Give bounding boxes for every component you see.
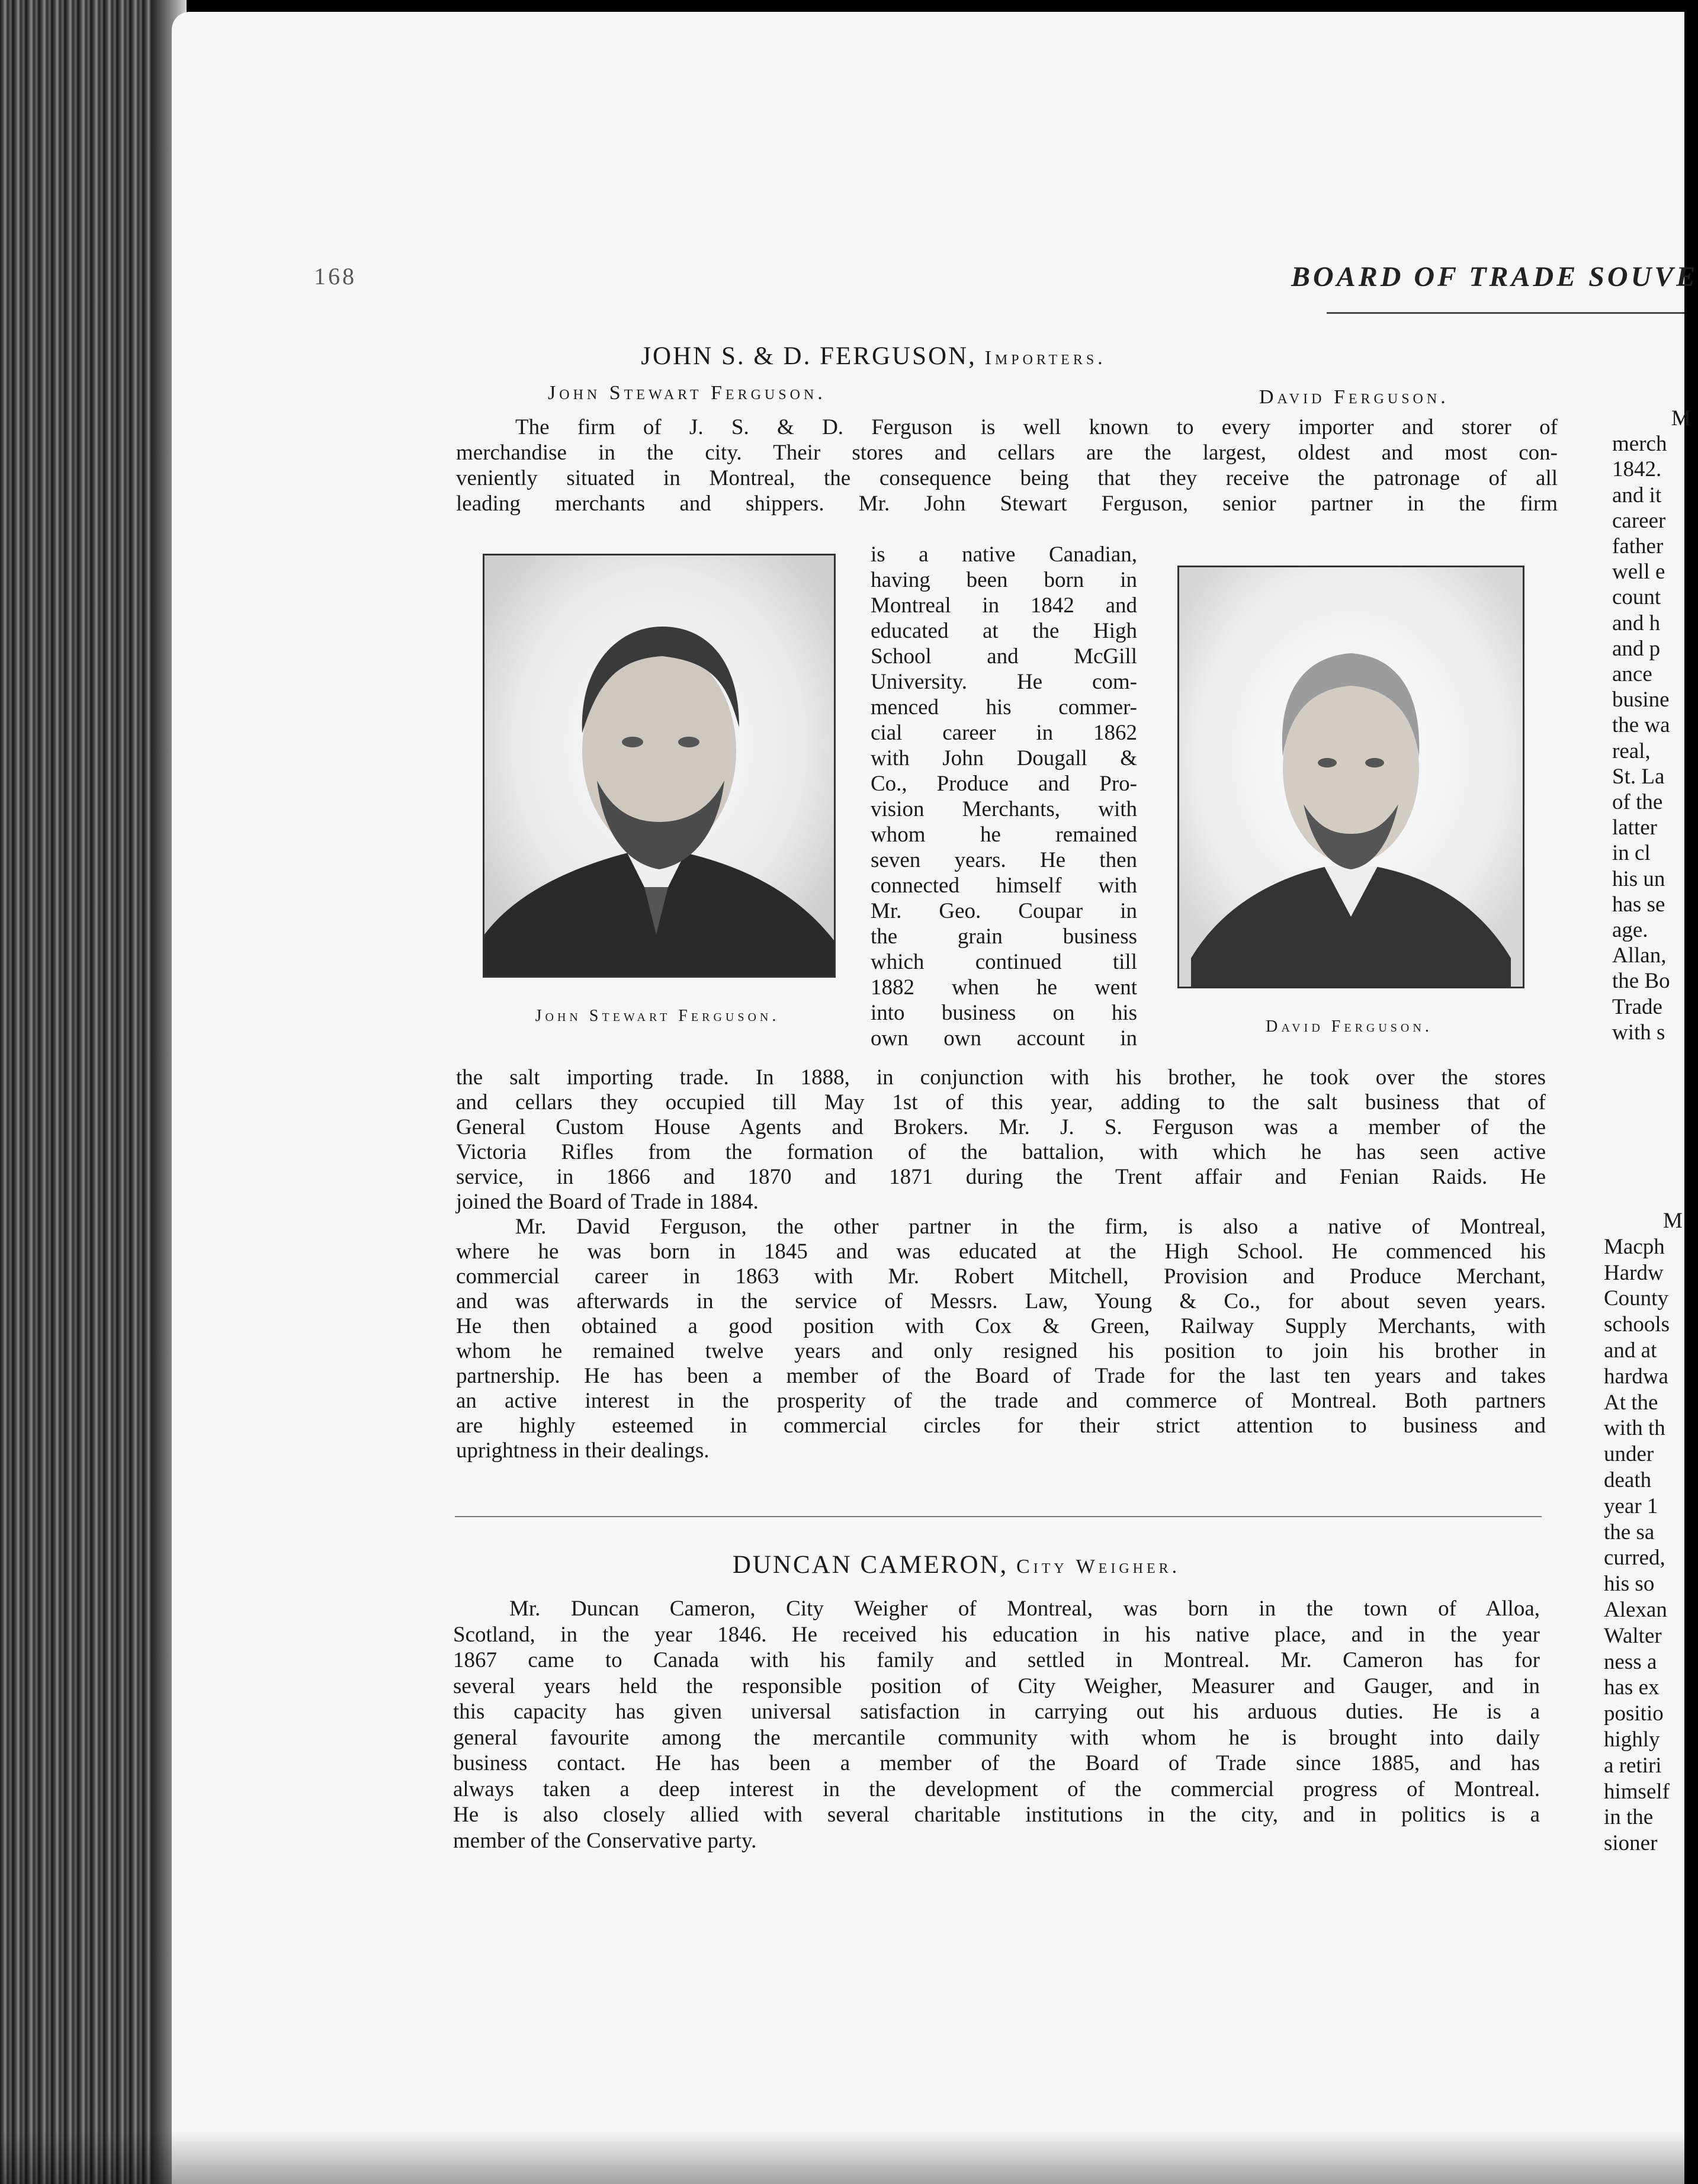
text-line: 1867 came to Canada with his family and settled in Montreal. Mr. Cameron has for (453, 1648, 1540, 1672)
caption-john-stewart-ferguson: John Stewart Ferguson. (535, 1007, 780, 1025)
text-line: well e (1612, 560, 1665, 584)
section-title-ferguson (453, 342, 1294, 371)
text-line: 1882 when he went (871, 975, 1137, 1000)
text-line: hardwa (1604, 1364, 1668, 1389)
text-line: with John Dougall & (871, 746, 1137, 770)
text-line: Mr. Duncan Cameron, City Weigher of Montreal, was born in the town of Alloa, (509, 1597, 1540, 1621)
subhead-john-stewart-ferguson: John Stewart Ferguson. (548, 382, 826, 404)
text-line: which continued till (871, 950, 1137, 974)
text-line: merch (1612, 432, 1667, 457)
text-line: Walter (1604, 1623, 1662, 1648)
text-line: count (1612, 585, 1661, 610)
text-line: year 1 (1604, 1494, 1658, 1518)
section-title-sub: Importers. (984, 347, 1106, 369)
text-line: always taken a deep interest in the development of the commercial progress of Montreal. (453, 1777, 1540, 1801)
text-line: menced his commer- (871, 695, 1137, 720)
text-line: business contact. He has been a member of the Board of Trade since 1885, and has (453, 1751, 1540, 1775)
text-line: County (1604, 1286, 1668, 1311)
text-line: Alexan (1604, 1598, 1667, 1622)
text-line: M (1663, 1209, 1683, 1233)
running-head: BOARD OF TRADE SOUVE (1291, 261, 1698, 293)
text-line: Trade (1612, 994, 1662, 1019)
text-line: curred, (1604, 1546, 1665, 1570)
text-line: several years held the responsible position of City Weigher, Measurer and Gauger, and in (453, 1674, 1540, 1698)
text-line: He then obtained a good position with Cox & Green, Railway Supply Merchants, with (456, 1314, 1546, 1338)
section-title-sub: City Weigher. (1016, 1556, 1181, 1578)
text-line: uprightness in their dealings. (456, 1438, 710, 1463)
text-line: ance (1612, 662, 1652, 686)
text-line: and at (1604, 1338, 1657, 1363)
text-line: M (1671, 406, 1691, 431)
text-line: connected himself with (871, 873, 1137, 898)
text-line: the sa (1604, 1520, 1655, 1544)
section-divider (455, 1516, 1542, 1517)
text-line: whom he remained (871, 823, 1137, 847)
text-line: own own account in (871, 1026, 1137, 1051)
text-line: School and McGill (871, 644, 1137, 669)
text-line: into business on his (871, 1001, 1137, 1025)
section-title-main: JOHN S. & D. FERGUSON, (641, 342, 977, 370)
text-line: commercial career in 1863 with Mr. Robert Mitchell, Provision and Produce Merchant, (456, 1264, 1546, 1289)
text-line: and it (1612, 483, 1662, 508)
section-title-main: DUNCAN CAMERON, (732, 1551, 1009, 1579)
text-line: himself (1604, 1779, 1670, 1804)
text-line: cial career in 1862 (871, 721, 1137, 745)
section-title-cameron (453, 1550, 1460, 1579)
text-line: and was afterwards in the service of Messrs. Law, Young & Co., for about seven years. (456, 1289, 1546, 1313)
text-line: Co., Produce and Pro- (871, 772, 1137, 796)
text-line: and p (1612, 636, 1661, 661)
text-line: General Custom House Agents and Brokers. Mr. J. S. Ferguson was a member of the (456, 1115, 1546, 1139)
text-line: the salt importing trade. In 1888, in conjunction with his brother, he took over the stores (456, 1065, 1546, 1090)
text-line: of the (1612, 790, 1663, 814)
text-line: having been born in (871, 568, 1137, 592)
portrait-image (484, 555, 834, 976)
text-line: University. He com- (871, 670, 1137, 694)
page-number: 168 (314, 263, 357, 290)
text-line: with s (1612, 1020, 1665, 1045)
text-line: under (1604, 1442, 1654, 1467)
text-line: joined the Board of Trade in 1884. (456, 1190, 759, 1214)
text-line: his so (1604, 1572, 1655, 1597)
text-line: Scotland, in the year 1846. He received his education in his native place, and in the year (453, 1622, 1540, 1647)
text-line: schools (1604, 1312, 1670, 1337)
text-line: At the (1604, 1390, 1658, 1415)
text-line: this capacity has given universal satisfaction in carrying out his arduous duties. He is a (453, 1700, 1540, 1724)
text-line: the grain business (871, 924, 1137, 949)
text-line: has se (1612, 892, 1665, 917)
text-line: educated at the High (871, 619, 1137, 643)
text-line: partnership. He has been a member of the Board of Trade for the last ten years and takes (456, 1364, 1546, 1388)
text-line: member of the Conservative party. (453, 1828, 757, 1853)
text-line: leading merchants and shippers. Mr. John Stewart Ferguson, senior partner in the firm (456, 492, 1558, 516)
text-line: general favourite among the mercantile community with whom he is brought into daily (453, 1725, 1540, 1750)
text-line: positio (1604, 1701, 1664, 1726)
page-bottom-shadow (0, 2131, 1684, 2184)
text-line: whom he remained twelve years and only resigned his position to join his brother in (456, 1339, 1546, 1363)
text-line: real, (1612, 738, 1651, 763)
text-line: busine (1612, 688, 1670, 712)
text-line: the wa (1612, 713, 1670, 738)
text-line: has ex (1604, 1675, 1660, 1700)
subhead-david-ferguson: David Ferguson. (1259, 386, 1449, 408)
text-line: latter (1612, 815, 1658, 840)
portrait-image (1179, 567, 1523, 987)
text-line: St. La (1612, 764, 1665, 789)
caption-david-ferguson: David Ferguson. (1266, 1017, 1433, 1036)
text-line: seven years. He then (871, 848, 1137, 872)
text-line: 1842. (1612, 457, 1662, 482)
text-line: are highly esteemed in commercial circles for their strict attention to business and (456, 1414, 1546, 1438)
text-line: ness a (1604, 1649, 1657, 1674)
text-line: Montreal in 1842 and (871, 593, 1137, 618)
text-line: highly (1604, 1727, 1660, 1752)
running-head-rule (1327, 312, 1684, 314)
text-line: Macph (1604, 1234, 1665, 1259)
text-line: merchandise in the city. Their stores and cellars are the largest, oldest and most con- (456, 441, 1558, 465)
text-line: his un (1612, 866, 1665, 891)
text-line: where he was born in 1845 and was educated at the High School. He commenced his (456, 1239, 1546, 1264)
text-line: Allan, (1612, 943, 1667, 968)
text-line: in the (1604, 1805, 1654, 1830)
text-line: death (1604, 1468, 1652, 1492)
text-line: Victoria Rifles from the formation of the battalion, with which he has seen active (456, 1140, 1546, 1164)
text-line: vision Merchants, with (871, 797, 1137, 821)
text-line: and h (1612, 611, 1661, 635)
portrait-david-ferguson (1177, 566, 1524, 988)
text-line: in cl (1612, 841, 1651, 866)
text-line: Mr. Geo. Coupar in (871, 899, 1137, 923)
text-line: He is also closely allied with several charitable institutions in the city, and in politics is a (453, 1803, 1540, 1827)
text-line: father (1612, 534, 1664, 558)
text-line: a retiri (1604, 1753, 1662, 1778)
text-line: the Bo (1612, 969, 1670, 994)
text-line: an active interest in the prosperity of the trade and commerce of Montreal. Both partners (456, 1389, 1546, 1413)
portrait-john-stewart-ferguson (483, 554, 836, 978)
text-line: sioner (1604, 1831, 1658, 1856)
text-line: The firm of J. S. & D. Ferguson is well known to every importer and storer of (515, 415, 1558, 439)
text-line: is a native Canadian, (871, 542, 1137, 567)
text-line: and cellars they occupied till May 1st of this year, adding to the salt business that of (456, 1090, 1546, 1115)
text-line: service, in 1866 and 1870 and 1871 during the Trent affair and Fenian Raids. He (456, 1165, 1546, 1189)
text-line: veniently situated in Montreal, the consequence being that they receive the patronage of all (456, 466, 1558, 490)
text-line: Hardw (1604, 1260, 1664, 1285)
text-line: with th (1604, 1416, 1665, 1441)
text-line: career (1612, 508, 1666, 533)
text-line: Mr. David Ferguson, the other partner in the firm, is also a native of Montreal, (515, 1215, 1546, 1239)
text-line: age. (1612, 918, 1648, 942)
